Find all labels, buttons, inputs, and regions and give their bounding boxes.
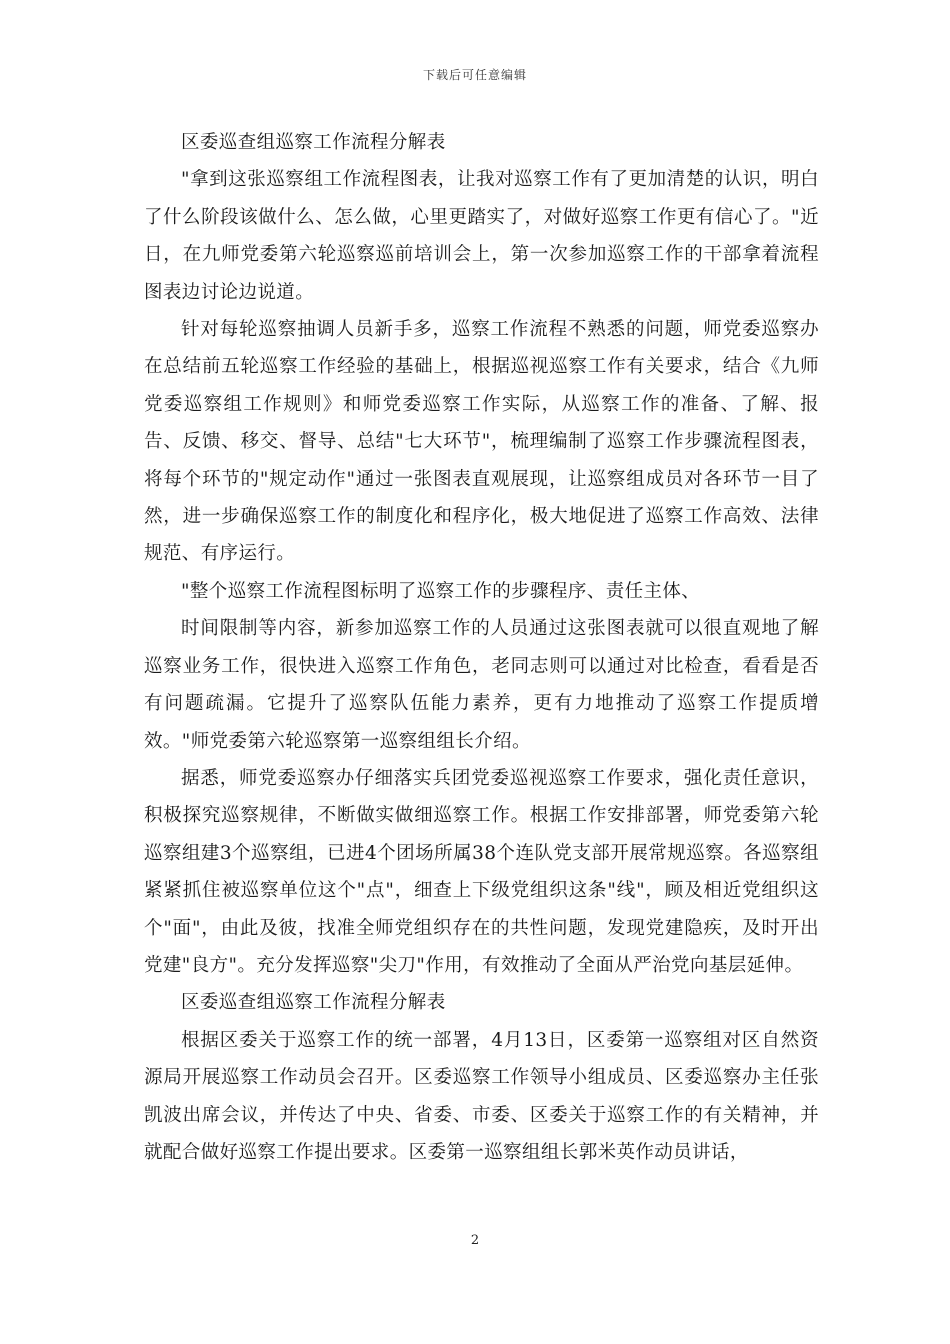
paragraph: 根据区委关于巡察工作的统一部署，4月13日，区委第一巡察组对区自然资源局开展巡察工作动员会召开。区委巡察工作领导小组成员、区委巡察办主任张凯波出席会议，并传达了中央、省委、市委、区委关于巡察工作的有关精神，并就配合做好巡察工作提出要求。区委第一巡察组组长郭米英作动员讲话， <box>144 1029 819 1163</box>
document-body <box>144 124 819 1171</box>
paragraph: 据悉，师党委巡察办仔细落实兵团党委巡视巡察工作要求，强化责任意识，积极探究巡察规律，不断做实做细巡察工作。根据工作安排部署，师党委第六轮巡察组建3个巡察组，已进4个团场所属38个连队党支部开展常规巡察。各巡察组紧紧抓住被巡察单位这个"点"，细查上下级党组织这条"线"，顾及相近党组织这个"面"，由此及彼，找准全师党组织存在的共性问题，发现党建隐疾，及时开出党建"良方"。充分发挥巡察"尖刀"作用，有效推动了全面从严治党向基层延伸。 <box>144 767 819 976</box>
paragraph: 时间限制等内容，新参加巡察工作的人员通过这张图表就可以很直观地了解巡察业务工作，很快进入巡察工作角色，老同志则可以通过对比检查，看看是否有问题疏漏。它提升了巡察队伍能力素养，更有力地推动了巡察工作提质增效。"师党委第六轮巡察第一巡察组组长介绍。 <box>144 618 819 752</box>
page-header: 下载后可任意编辑 <box>422 68 527 82</box>
paragraph: "拿到这张巡察组工作流程图表，让我对巡察工作有了更加清楚的认识，明白了什么阶段该做什么、怎么做，心里更踏实了，对做好巡察工作更有信心了。"近日，在九师党委第六轮巡察巡前培训会上，第一次参加巡察工作的干部拿着流程图表边讨论边说道。 <box>144 169 819 303</box>
section-title: 区委巡查组巡察工作流程分解表 <box>181 132 446 153</box>
section-title: 区委巡查组巡察工作流程分解表 <box>181 992 446 1014</box>
page-number: 2 <box>470 1233 480 1248</box>
paragraph: 针对每轮巡察抽调人员新手多，巡察工作流程不熟悉的问题，师党委巡察办在总结前五轮巡察工作经验的基础上，根据巡视巡察工作有关要求，结合《九师党委巡察组工作规则》和师党委巡察工作实际，从巡察工作的准备、了解、报告、反馈、移交、督导、总结"七大环节"，梳理编制了巡察工作步骤流程图表，将每个环节的"规定动作"通过一张图表直观展现，让巡察组成员对各环节一目了然，进一步确保巡察工作的制度化和程序化，极大地促进了巡察工作高效、法律规范、有序运行。 <box>144 319 819 565</box>
paragraph: "整个巡察工作流程图标明了巡察工作的步骤程序、责任主体、 <box>181 580 701 602</box>
